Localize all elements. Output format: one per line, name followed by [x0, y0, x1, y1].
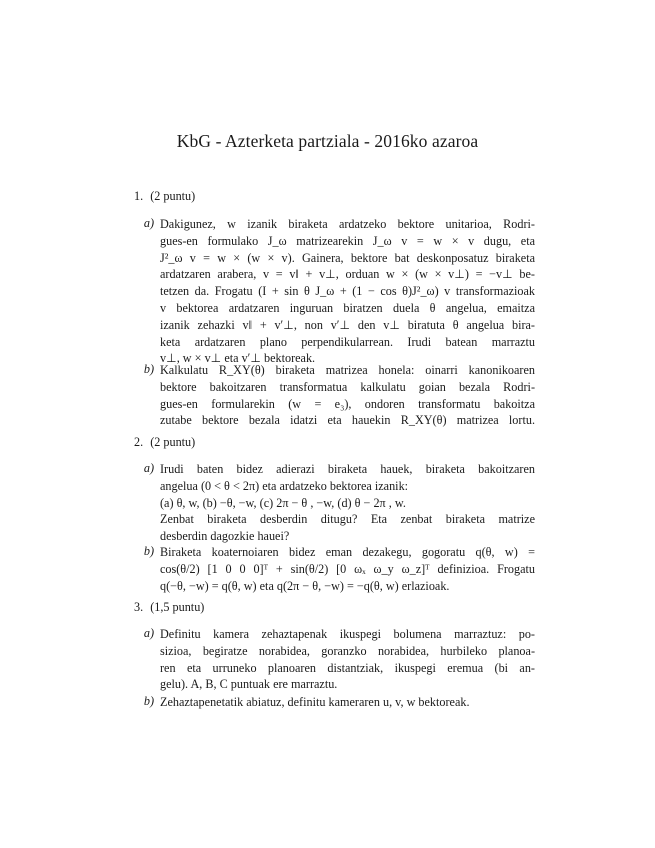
text-line: ren eta urruneko planoaren distantziak, ikuspegi eremua (bi an- [160, 660, 535, 675]
text-line: ardatzaren arabera, v = v‖ + v⊥, orduan w × (w × v⊥) = −v⊥ be- [160, 267, 535, 282]
part-label: a) [143, 461, 154, 475]
text-line: q(−θ, −w) = q(θ, w) eta q(2π − θ, −w) = −q(θ, w) erlazioak. [160, 578, 450, 593]
text-line: (a) θ, w, (b) −θ, −w, (c) 2π − θ , −w, (d) θ − 2π , w. [160, 495, 406, 510]
text-line: sizioa, begiratze norabidea, goranzko norabidea, hurbileko planoa- [160, 643, 535, 658]
text-line: Dakigunez, w izanik biraketa ardatzeko bektore unitarioa, Rodri- [160, 217, 535, 231]
text-line: Zenbat biraketa desberdin ditugu? Eta zenbat biraketa matrize [160, 512, 535, 527]
text-line: izanik zehazki v‖ + v′⊥, non v′⊥ den v⊥ biratuta θ angelua bira- [160, 317, 535, 332]
problem-3-part-a [143, 626, 535, 693]
problem-points: (1,5 puntu) [150, 600, 205, 614]
part-label: b) [143, 694, 154, 708]
part-label: b) [143, 544, 154, 558]
problem-number: 3. [134, 600, 144, 614]
part-text [160, 362, 535, 429]
problem-points: (2 puntu) [150, 435, 196, 449]
text-line: Irudi baten bidez adierazi biraketa hauek, biraketa bakoitzaren [160, 462, 535, 476]
text-line: gues-en formularekin (w = e₃), ondoren transformatu bakoitza [160, 396, 535, 411]
text-line: cos(θ/2) [1 0 0 0]ᵀ + sin(θ/2) [0 ωₓ ω_y ω_z]ᵀ definizioa. Frogatu [160, 561, 535, 576]
problem-number: 1. [134, 189, 144, 203]
part-text [160, 544, 535, 594]
text-line: Zehaztapenetatik abiatuz, definitu kameraren u, v, w bektoreak. [160, 695, 470, 709]
part-label: b) [143, 362, 154, 376]
text-line: J²_ω v = w × (w × v). Gainera, bektore bat deskonposatuz biraketa [160, 250, 535, 265]
text-line: bektore bakoitzaren transformatua kalkulatu goian bezala Rodri- [160, 379, 535, 394]
problem-1-part-a [143, 216, 535, 367]
problem-number: 2. [134, 435, 144, 449]
text-line: gelu). A, B, C puntuak ere marraztu. [160, 677, 338, 692]
part-text [160, 216, 535, 367]
page-title: KbG - Azterketa partziala - 2016ko azaroa [176, 131, 479, 151]
problem-2-part-a [143, 461, 535, 545]
part-text [160, 626, 535, 693]
text-line: keta ardatzaren plano perpendikularrean. Irudi batean marraztu [160, 334, 535, 349]
text-line: gues-en formulako J_ω matrizearekin J_ω v = w × v dugu, eta [160, 233, 535, 248]
part-text [160, 461, 535, 545]
problem-3-part-b [143, 694, 535, 711]
part-text [160, 694, 535, 711]
problem-header [134, 600, 204, 615]
problem-points: (2 puntu) [150, 189, 196, 203]
text-line: v bektorea ardatzaren inguruan biratzen duela θ angelua, emaitza [160, 300, 535, 315]
text-line: Definitu kamera zehaztapenak ikuspegi bolumena marraztuz: po- [160, 627, 535, 641]
problem-2-part-b [143, 544, 535, 594]
text-line: zutabe bektore bezala idatzi eta hauekin R_XY(θ) matrizea lortu. [160, 413, 535, 428]
text-line: tetzen da. Frogatu (I + sin θ J_ω + (1 − cos θ)J²_ω) v transformazioak [160, 284, 535, 299]
text-line: Biraketa koaternoiaren bidez eman dezakegu, gogoratu q(θ, w) = [160, 545, 535, 559]
part-label: a) [143, 216, 154, 230]
part-label: a) [143, 626, 154, 640]
text-line: desberdin dagozkie hauei? [160, 529, 290, 544]
problem-1-part-b [143, 362, 535, 429]
problem-header [134, 189, 195, 204]
problem-header [134, 435, 195, 450]
text-line: angelua (0 < θ < 2π) eta ardatzeko bektorea izanik: [160, 478, 409, 493]
text-line: v⊥, w × v⊥ eta v′⊥ bektoreak. [160, 351, 316, 366]
text-line: Kalkulatu R_XY(θ) biraketa matrizea honela: oinarri kanonikoaren [160, 363, 535, 377]
